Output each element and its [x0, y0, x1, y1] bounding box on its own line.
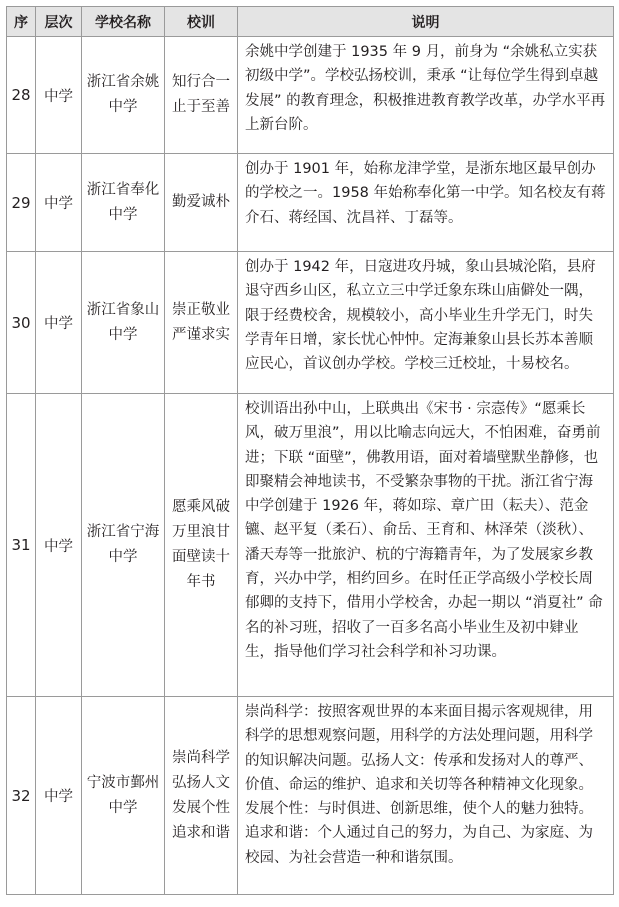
header-school-name: 学校名称 — [82, 7, 165, 37]
row-school-name: 宁波市鄞州中学 — [82, 697, 165, 895]
row-level: 中学 — [36, 252, 82, 394]
row-level: 中学 — [36, 37, 82, 154]
row-description: 创办于 1942 年，日寇进攻丹城，象山县城沦陷，县府退守西乡山区，私立立三中学迁象东珠山庙僻处一隅，限于经费校舍，规模较小，高小毕业生升学无门，时失学青年日增，家长忧心忡忡。定海兼象山县长苏本善顺应民心，首议创办学校。学校三迁校址，十易校名。 — [238, 252, 614, 394]
row-level: 中学 — [36, 697, 82, 895]
header-level: 层次 — [36, 7, 82, 37]
row-seq: 28 — [7, 37, 36, 154]
row-description: 崇尚科学：按照客观世界的本来面目揭示客观规律，用科学的思想观察问题，用科学的方法处理问题，用科学的知识解决问题。弘扬人文：传承和发扬对人的尊严、价值、命运的维护、追求和关切等各种精神文化现象。发展个性：与时俱进、创新思维，使个人的魅力独特。追求和谐：个人通过自己的努力，为自己、为家庭、为校园、为社会营造一种和谐氛围。 — [238, 697, 614, 895]
row-description: 校训语出孙中山，上联典出《宋书 · 宗悫传》“愿乘长风，破万里浪”，用以比喻志向远大，不怕困难，奋勇前进；下联 “面壁”，佛教用语，面对着墙壁默坐静修，也即聚精会神地读书，不受繁杂事物的干扰。浙江省宁海中学创建于 1926 年，蒋如琮、章广田（耘夫）、范金镳、赵平复（柔石）、俞岳、王育和、林泽荣（淡秋）、潘天寿等一批旅沪、杭的宁海籍青年，为了发展家乡教育，兴办中学，相约回乡。在时任正学高级小学校长周郁卿的支持下，借用小学校舍，办起一期以 “消夏社” 命名的补习班，招收了一百多名高小毕业生及初中肄业生，指导他们学习社会科学和补习功课。 — [238, 394, 614, 697]
school-motto-table — [6, 6, 614, 895]
row-school-name: 浙江省象山中学 — [82, 252, 165, 394]
table-row — [7, 154, 614, 252]
row-motto: 知行合一止于至善 — [165, 37, 238, 154]
row-description: 创办于 1901 年，始称龙津学堂，是浙东地区最早创办的学校之一。1958 年始称奉化第一中学。知名校友有蒋介石、蒋经国、沈昌祥、丁磊等。 — [238, 154, 614, 252]
row-level: 中学 — [36, 154, 82, 252]
row-seq: 30 — [7, 252, 36, 394]
row-motto: 愿乘风破万里浪甘面壁读十年书 — [165, 394, 238, 697]
row-school-name: 浙江省宁海中学 — [82, 394, 165, 697]
table-row — [7, 394, 614, 697]
row-motto: 崇正敬业严谨求实 — [165, 252, 238, 394]
row-school-name: 浙江省余姚中学 — [82, 37, 165, 154]
header-description: 说明 — [238, 7, 614, 37]
table-row — [7, 697, 614, 895]
table-row — [7, 37, 614, 154]
table-row — [7, 252, 614, 394]
header-motto: 校训 — [165, 7, 238, 37]
row-seq: 29 — [7, 154, 36, 252]
row-motto: 勤爱诚朴 — [165, 154, 238, 252]
header-row — [7, 7, 614, 37]
row-level: 中学 — [36, 394, 82, 697]
header-seq: 序 — [7, 7, 36, 37]
row-seq: 31 — [7, 394, 36, 697]
row-school-name: 浙江省奉化中学 — [82, 154, 165, 252]
row-description: 余姚中学创建于 1935 年 9 月，前身为 “余姚私立实获初级中学”。学校弘扬校训，秉承 “让每位学生得到卓越发展” 的教育理念，积极推进教育教学改革，办学水平再上新台阶。 — [238, 37, 614, 154]
row-seq: 32 — [7, 697, 36, 895]
row-motto: 崇尚科学弘扬人文发展个性追求和谐 — [165, 697, 238, 895]
